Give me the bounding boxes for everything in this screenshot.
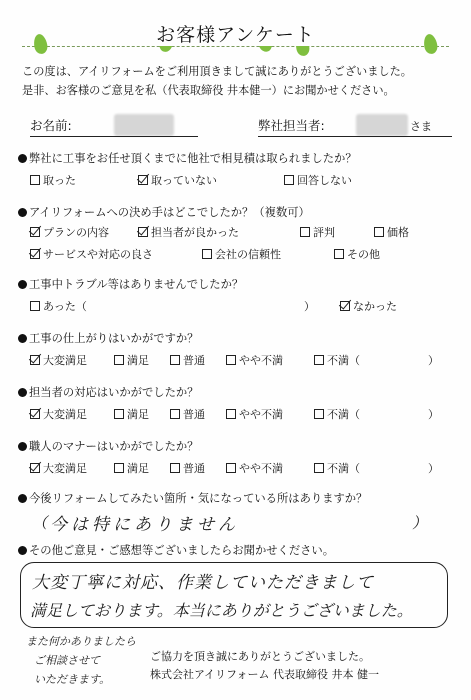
bullet-icon [18, 494, 27, 503]
checkbox[interactable] [170, 409, 180, 419]
checkbox[interactable] [374, 227, 384, 237]
checkbox[interactable] [30, 175, 40, 185]
checkbox[interactable] [226, 463, 236, 473]
checkbox-checked[interactable] [340, 301, 350, 311]
checkbox-option[interactable]: 不満（ [314, 460, 360, 476]
checkbox-option[interactable]: あった（ [30, 298, 87, 314]
checkbox[interactable] [114, 355, 124, 365]
checkbox-option[interactable]: 取っていない [138, 172, 217, 188]
question [18, 150, 357, 166]
checkbox-option[interactable]: 大変満足 [30, 406, 87, 422]
intro-line: 是非、お客様のご意見を私（代表取締役 井本健一）にお聞かせください。 [22, 84, 395, 97]
checkbox[interactable] [170, 463, 180, 473]
checkbox[interactable] [334, 249, 344, 259]
checkbox[interactable] [114, 463, 124, 473]
handwritten-answer: 今は特にありません [50, 515, 239, 535]
bullet-icon [18, 154, 27, 163]
bullet-icon [18, 334, 27, 343]
checkbox-checked[interactable] [30, 463, 40, 473]
staff-underline [258, 136, 452, 137]
question [18, 276, 243, 292]
checkbox-option[interactable]: 不満（ [314, 352, 360, 368]
checkbox[interactable] [30, 301, 40, 311]
question [18, 384, 198, 400]
checkbox-option[interactable]: 満足 [114, 406, 149, 422]
checkbox-option[interactable]: その他 [334, 246, 380, 262]
checkbox[interactable] [314, 463, 324, 473]
paren-close: ） [428, 354, 439, 367]
question-text: 工事の仕上がりはいかがですか？ [29, 332, 199, 345]
paren-close: ） [428, 408, 439, 421]
question-text: 担当者の対応はいかがでしたか？ [29, 386, 199, 399]
checkbox[interactable] [170, 355, 180, 365]
checkbox-option[interactable]: やや不満 [226, 460, 283, 476]
intro-text [22, 62, 462, 100]
checkbox-checked[interactable] [30, 355, 40, 365]
name-row [22, 112, 452, 138]
checkbox[interactable] [114, 409, 124, 419]
checkbox-option[interactable]: 取った [30, 172, 76, 188]
handwritten-note: また何かありましたら [26, 635, 136, 648]
checkbox-option[interactable]: 回答しない [284, 172, 352, 188]
checkbox-option[interactable]: 会社の信頼性 [202, 246, 281, 262]
question-text: 弊社に工事をお任せ頂くまでに他社で相見積は取られましたか？ [29, 152, 357, 165]
checkbox-option[interactable]: 不満（ [314, 406, 360, 422]
checkbox-option[interactable]: プランの内容 [30, 224, 109, 240]
handwritten-note: いただきます。 [34, 673, 111, 686]
handwritten-comment: 大変丁寧に対応、作業していただきまして [32, 573, 374, 593]
checkbox-checked[interactable] [30, 409, 40, 419]
checkbox[interactable] [314, 409, 324, 419]
checkbox-option[interactable]: 満足 [114, 460, 149, 476]
intro-line: この度は、アイリフォームをご利用頂きまして誠にありがとうございました。 [22, 65, 412, 78]
question-text: アイリフォームへの決め手はどこでしたか？（複数可） [29, 206, 310, 219]
checkbox-option[interactable]: 普通 [170, 406, 205, 422]
bullet-icon [18, 208, 27, 217]
checkbox[interactable] [284, 175, 294, 185]
checkbox-option[interactable]: やや不満 [226, 406, 283, 422]
question [18, 438, 198, 454]
checkbox[interactable] [226, 355, 236, 365]
paren-open: （ [32, 514, 48, 532]
question-text: 工事中トラブル等はありませんでしたか？ [29, 278, 244, 291]
checkbox[interactable] [226, 409, 236, 419]
checkbox-option[interactable]: やや不満 [226, 352, 283, 368]
sama-label: さま [410, 120, 432, 133]
redacted-staff [356, 114, 408, 136]
paren-close: ） [428, 462, 439, 475]
page-title: お客様アンケート [150, 24, 321, 46]
checkbox-option[interactable]: 価格 [374, 224, 409, 240]
checkbox-option[interactable]: なかった [340, 298, 397, 314]
checkbox-option[interactable]: 大変満足 [30, 460, 87, 476]
signature-text: 株式会社アイリフォーム 代表取締役 井本 健一 [150, 668, 379, 681]
staff-label: 弊社担当者: [258, 118, 325, 133]
checkbox-checked[interactable] [30, 249, 40, 259]
checkbox-option[interactable]: 評判 [300, 224, 335, 240]
checkbox[interactable] [314, 355, 324, 365]
handwritten-note: ご相談させて [34, 654, 100, 667]
bullet-icon [18, 442, 27, 451]
name-label: お名前: [30, 118, 72, 133]
checkbox-checked[interactable] [138, 175, 148, 185]
bullet-icon [18, 280, 27, 289]
checkbox-option[interactable]: 普通 [170, 352, 205, 368]
handwritten-comment: 満足しております。本当にありがとうございました。 [30, 601, 413, 620]
question-text: 職人のマナーはいかがでしたか？ [29, 440, 199, 453]
checkbox-option[interactable]: 満足 [114, 352, 149, 368]
question [18, 204, 310, 220]
question-text: 今後リフォームしてみたい箇所・気になっている所はありますか？ [29, 492, 368, 505]
checkbox-checked[interactable] [138, 227, 148, 237]
bullet-icon [18, 388, 27, 397]
checkbox-checked[interactable] [30, 227, 40, 237]
checkbox-option[interactable]: 担当者が良かった [138, 224, 239, 240]
checkbox[interactable] [202, 249, 212, 259]
bullet-icon [18, 546, 27, 555]
question [18, 490, 367, 506]
checkbox-option[interactable]: 普通 [170, 460, 205, 476]
paren-close: ） [304, 300, 315, 313]
checkbox-option[interactable]: 大変満足 [30, 352, 87, 368]
question-text: その他ご意見・ご感想等ございましたらお聞かせください。 [29, 544, 335, 557]
checkbox[interactable] [300, 227, 310, 237]
checkbox-option[interactable]: サービスや対応の良さ [30, 246, 153, 262]
question [18, 330, 198, 346]
redacted-name [114, 114, 174, 136]
paren-close: ） [412, 514, 428, 532]
question [18, 542, 334, 558]
name-underline [30, 136, 198, 137]
thanks-text: ご協力を頂き誠にありがとうございました。 [150, 650, 370, 663]
title-area [0, 18, 471, 52]
